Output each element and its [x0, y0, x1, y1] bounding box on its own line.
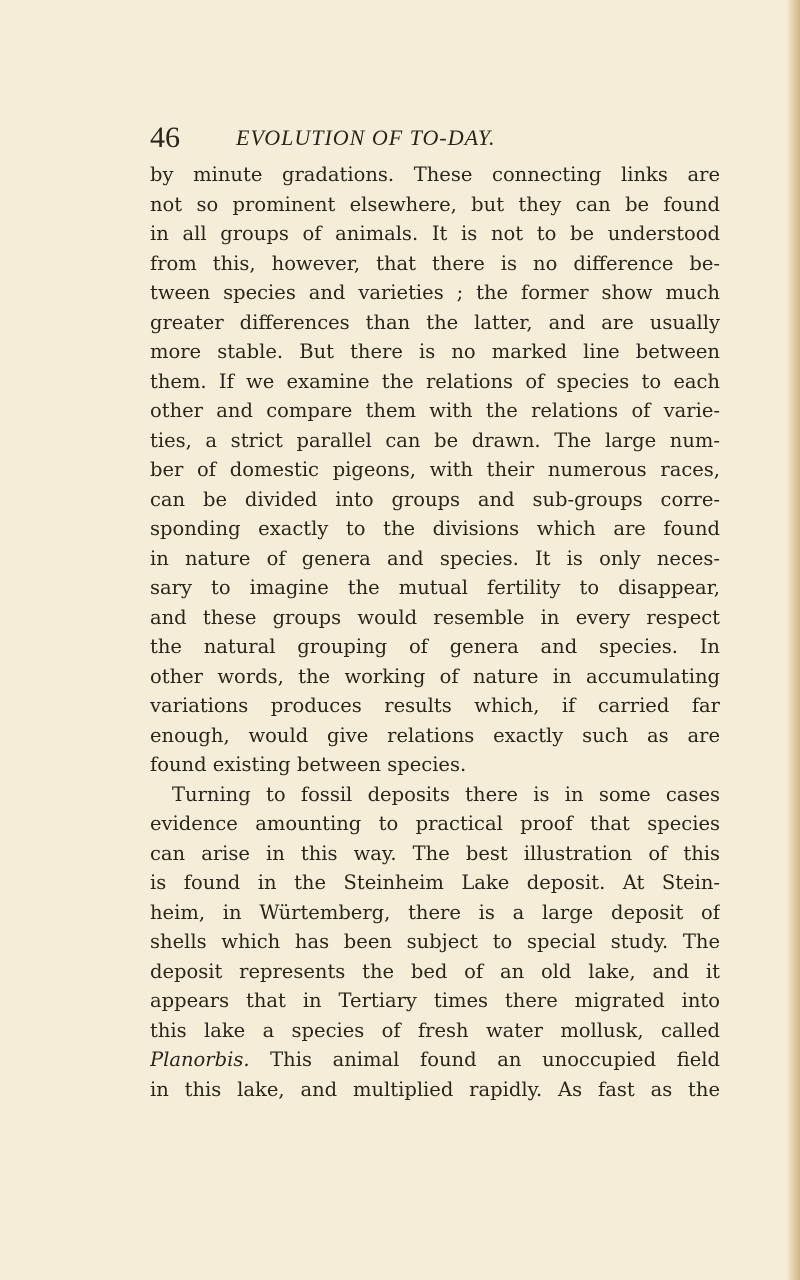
text-line: by minute gradations. These connecting links are	[150, 163, 720, 186]
text-line: tween species and varieties ; the former show much	[150, 281, 720, 304]
text-line: other and compare them with the relations of varie-	[150, 399, 720, 422]
text-line: this lake a species of fresh water mollusk, called	[150, 1018, 720, 1042]
text-line: sponding exactly to the divisions which are found	[150, 517, 720, 540]
text-line: variations produces results which, if carried far	[150, 694, 720, 717]
italic-term-planorbis: Planorbis.	[150, 1048, 250, 1071]
running-title: EVOLUTION OF TO-DAY.	[236, 125, 496, 150]
text-line: ties, a strict parallel can be drawn. The large num-	[150, 428, 720, 452]
text-line: enough, would give relations exactly such as are	[150, 723, 720, 747]
text-line: greater differences than the latter, and are usually	[150, 310, 720, 334]
text-line: them. If we examine the relations of species to each	[150, 369, 720, 393]
text-line: from this, however, that there is no difference be-	[150, 251, 720, 275]
text-line: found existing between species.	[150, 753, 467, 776]
page-edge-shadow	[786, 0, 800, 1280]
text-line: deposit represents the bed of an old lake, and it	[150, 959, 720, 983]
text-line: not so prominent elsewhere, but they can be found	[150, 192, 720, 216]
text-line: appears that in Tertiary times there migrated into	[150, 989, 720, 1012]
text-line: ber of domestic pigeons, with their numerous races,	[150, 458, 720, 481]
text-line: can arise in this way. The best illustration of this	[150, 841, 720, 865]
text-line: and these groups would resemble in every respect	[150, 605, 720, 629]
text-line: Turning to fossil deposits there is in some cases	[172, 782, 720, 806]
text-line: more stable. But there is no marked line between	[150, 340, 720, 363]
page-number: 46	[150, 121, 180, 154]
text-line: is found in the Steinheim Lake deposit. At Stein-	[150, 871, 720, 894]
page-header	[150, 120, 710, 156]
text-line: can be divided into groups and sub-groups corre-	[150, 487, 720, 511]
text-line: heim, in Würtemberg, there is a large deposit of	[150, 900, 720, 924]
body-text	[150, 160, 720, 1104]
text-line: other words, the working of nature in accumulating	[150, 664, 720, 688]
text-line: in all groups of animals. It is not to be understood	[150, 222, 720, 245]
text-line: in this lake, and multiplied rapidly. As fast as the	[150, 1077, 720, 1101]
text-line: in nature of genera and species. It is only neces-	[150, 546, 720, 570]
text-line-with-italic	[150, 1045, 720, 1075]
text-line: evidence amounting to practical proof that species	[150, 812, 720, 835]
text-line: the natural grouping of genera and species. In	[150, 635, 720, 658]
text-line: shells which has been subject to special study. The	[150, 930, 720, 953]
text-line-rest: This animal found an unoccupied field	[249, 1048, 720, 1071]
text-line: sary to imagine the mutual fertility to disappear,	[150, 576, 720, 599]
